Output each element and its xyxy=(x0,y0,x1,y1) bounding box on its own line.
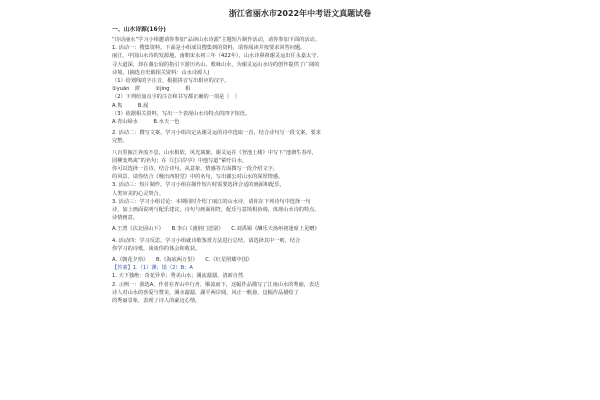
text-line: 3. 活动三：学习小组讨论：本期同时介绍了丽江的山水诗，请你在下列诗句中选择一句 xyxy=(112,198,311,205)
text-line: 你可以选择一首诗，结合诗句，从意象、情感等方面撰写一段介绍文字。 xyxy=(112,166,279,173)
text-line: 1. 活动一：搜集资料。下面是小组成员搜集到的资料，请你阅读并按要求回答问题。 xyxy=(112,45,306,52)
text-line: 丽江，中国山水诗的发源地。南朝宋永初三年（422年），山水诗鼻祖谢灵运出任永嘉太守， xyxy=(112,53,322,60)
text-line: （3）依据相关资料，写出一个表现山水诗特点的四字短语。 xyxy=(112,110,251,117)
document-title: 浙江省丽水市2022年中考语文真题试卷 xyxy=(228,9,372,18)
section-heading: 一、山水诗源(16分) xyxy=(112,27,166,33)
text-line: A.王湾《次北固山下》 B.李白《渡荆门送别》 C.刘禹锡《酬乐天扬州初逢席上见赠》 xyxy=(112,226,320,233)
text-line: 诗人对山水的喜爱与赞美，溪水潺潺，湖平两岸阔，风正一帆悬，这幅作品描绘了 xyxy=(112,289,299,296)
text-line: 的风景。请你结合《晚出西射堂》中的名句，写出谢公对山水的深厚情感。 xyxy=(112,174,284,181)
text-line: 寻大道深，却在谢公屐的指引下游历名山，歌咏山水，为谢灵运山水诗的创作提供了广阔的 xyxy=(112,61,320,68)
text-line: （1）给划线的字注音，根据拼音写出相应的汉字。 xyxy=(112,78,230,85)
text-line: A.《朝花夕拾》 B.《海底两万里》 C.《红星照耀中国》 xyxy=(112,257,253,264)
text-line: 的秀丽景象，表现了诗人的豪迈心情。 xyxy=(112,298,201,305)
text-line: 2. 活动二：撰写文案。学习小组决定从谢灵运的诗中选取一首，结合诗句写一段文案，要求 xyxy=(112,130,321,137)
text-line: 园柳变鸣禽”的名句；在《过白岸亭》中他写道“萦纡白水， xyxy=(112,157,248,164)
text-line: 诗情画意。 xyxy=(112,215,138,222)
text-line: 诗境。(摘选自史载相关资料：山水诗源人) xyxy=(112,69,210,76)
text-line: 你学习的诗歌，谈谈你的体会和收获。 xyxy=(112,245,201,252)
answer-line: 【答案】1.（1）渊；镜（2）B；A xyxy=(112,265,193,272)
text-line: 1. 天下独绝：奇花异草；秀美山水；溪流潺潺，清新自然 xyxy=(112,273,244,280)
text-line: 完整。 xyxy=(112,138,128,145)
text-line: 3. 活动三：短片制作。学习小组在制作短片时需要选择合适的画面和配乐， xyxy=(112,182,285,189)
text-line: 2. 示例一：我选A，作者在青山中行舟，顺流而下，这幅作品描写了江南山水的秀丽，表达 xyxy=(112,281,320,288)
text-line: A.隽 B.屐 xyxy=(112,102,149,109)
text-line: “诗话丽水”学习小组邀请你参加“品读山水诗源”主题短片制作活动，请你参加下面的活动。 xyxy=(112,37,320,43)
text-line: 八百里瓯江奔流不息，山水相依，风光旖旎。谢灵运在《登池上楼》中写下“池塘生春草， xyxy=(112,149,318,156)
text-line: ①yuān 潭 ②jìng 相 xyxy=(112,86,191,93)
text-line: （2）下列给加点字的注音和书写都正确的一项是（ ） xyxy=(112,94,240,101)
text-line: 诗，加上画面说明与配乐建议，诗句与画面相符，配乐与意境相协调，体现山水诗的特点。 xyxy=(112,207,320,214)
text-line: 人类审美的心灵契合。 xyxy=(112,190,164,197)
text-line: A.青山绿水 B.水天一色 xyxy=(112,119,180,126)
text-line: 4. 活动四：学习反思。学习小组就诗歌鉴赏方法进行总结，请选择其中一则，结合 xyxy=(112,237,301,244)
